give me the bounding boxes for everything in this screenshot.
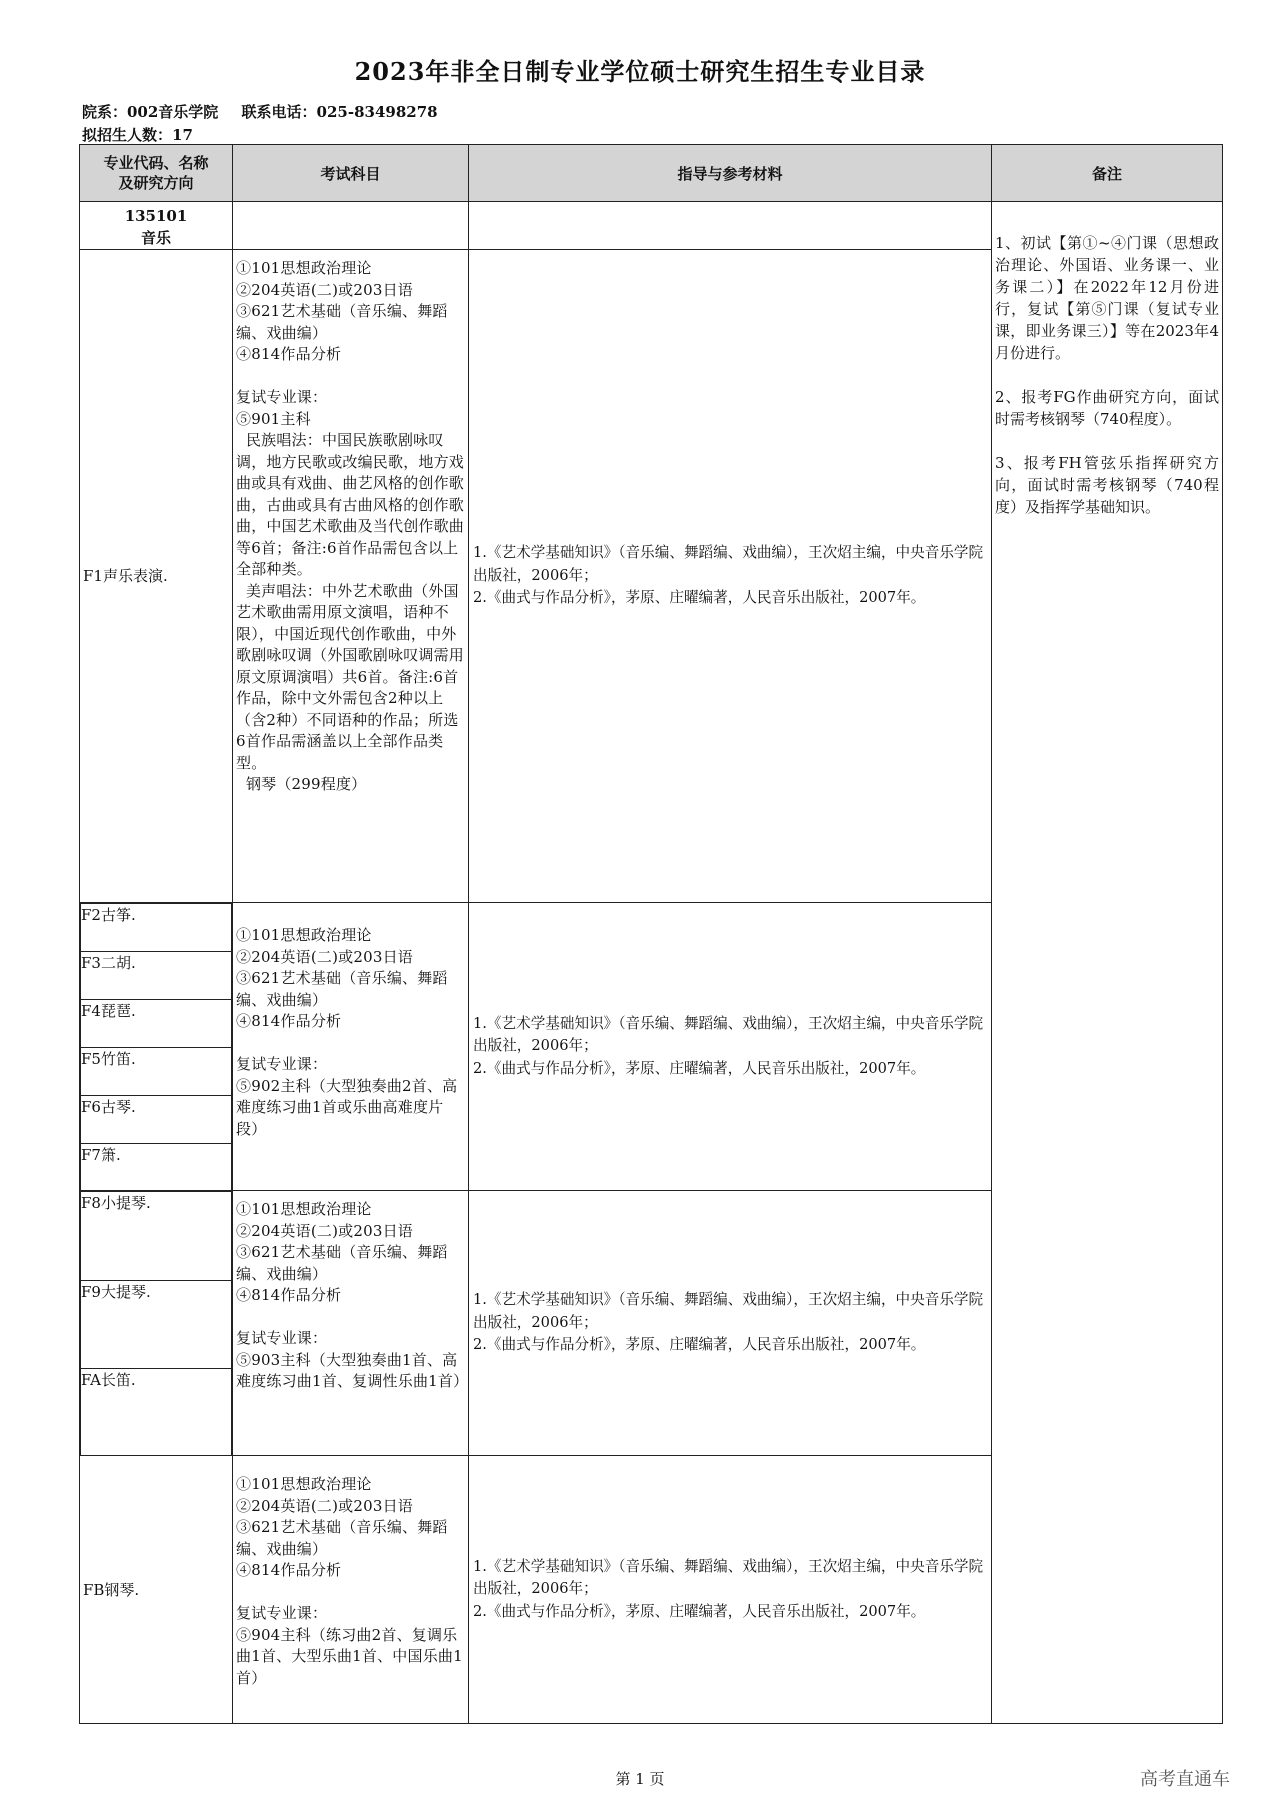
- exam-cell: [233, 250, 469, 903]
- ref-item: 1.《艺术学基础知识》（音乐编、舞蹈编、戏曲编），王次炤主编，中央音乐学院出版社，2006年；: [473, 1291, 984, 1331]
- direction-cell: [80, 1456, 233, 1724]
- refs-cell: [469, 250, 992, 903]
- direction-cell: [80, 1191, 233, 1456]
- direction-list: [80, 1191, 232, 1455]
- exam-cell: [233, 903, 469, 1191]
- refs-cell: [469, 1191, 992, 1456]
- ref-item: 2.《曲式与作品分析》，茅原、庄曜编著，人民音乐出版社，2007年。: [473, 589, 926, 607]
- header-exam: 考试科目: [233, 145, 469, 202]
- dept-info: [82, 101, 456, 122]
- notes-text: 1、初试【第①~④门课（思想政治理论、外国语、业务课一、业务课二）】在2022年12月份进行，复试【第⑤门课（复试专业课，即业务课三）】等在2023年4月份进行。 2、报考FG作曲研究方向，面试时需考核钢琴（740程度）。 3、报考FH管弦乐指挥研究方向，面试时需考核钢琴（740程度）及指挥学基础知识。: [995, 234, 1219, 516]
- ref-item: 2.《曲式与作品分析》，茅原、庄曜编著，人民音乐出版社，2007年。: [473, 1602, 926, 1620]
- direction-label: F1声乐表演.: [83, 567, 168, 585]
- direction-label: F8小提琴.: [81, 1192, 232, 1281]
- header-notes: 备注: [992, 145, 1223, 202]
- major-name: 音乐: [140, 229, 171, 247]
- direction-label: FA长笛.: [81, 1369, 232, 1456]
- direction-list: [80, 903, 232, 1190]
- ref-item: 1.《艺术学基础知识》（音乐编、舞蹈编、戏曲编），王次炤主编，中央音乐学院出版社，2006年；: [473, 1557, 984, 1598]
- ref-item: 2.《曲式与作品分析》，茅原、庄曜编著，人民音乐出版社，2007年。: [473, 1336, 926, 1354]
- ref-item: 2.《曲式与作品分析》，茅原、庄曜编著，人民音乐出版社，2007年。: [473, 1059, 926, 1077]
- direction-label: FB钢琴.: [83, 1580, 140, 1599]
- direction-cell: [80, 250, 233, 903]
- refs-cell: [469, 1456, 992, 1724]
- refs-cell: [469, 903, 992, 1191]
- notes-cell: [992, 202, 1223, 1724]
- page-title: 2023年非全日制专业学位硕士研究生招生专业目录: [354, 57, 926, 86]
- direction-label: F9大提琴.: [81, 1280, 232, 1369]
- direction-label: F6古琴.: [81, 1095, 232, 1143]
- direction-label: F3二胡.: [81, 951, 232, 999]
- exam-subjects: ①101思想政治理论 ②204英语(二)或203日语 ③621艺术基础（音乐编、舞蹈编、戏曲编） ④814作品分析 复试专业课： ⑤904主科（练习曲2首、复调乐曲1首、大型乐曲1首、中国乐曲1首）: [236, 1475, 463, 1687]
- direction-cell: [80, 903, 233, 1191]
- dept-quota: 拟招生人数：17: [82, 126, 193, 144]
- direction-label: F2古筝.: [81, 904, 232, 952]
- exam-subjects: ①101思想政治理论 ②204英语(二)或203日语 ③621艺术基础（音乐编、舞蹈编、戏曲编） ④814作品分析 复试专业课： ⑤901主科 民族唱法：中国民族歌剧咏叹调，地方民歌或改编民歌，地方戏曲或具有戏曲、曲艺风格的创作歌曲，古曲或具有古曲风格的创作歌曲，中国艺术歌曲及当代创作歌曲等6首；备注:6首作品需包含以上全部种类。 美声唱法：中外艺术歌曲（外国艺术歌曲需用原文演唱，语种不限），中国近现代创作歌曲，中外歌剧咏叹调（外国歌剧咏叹调需用原文原调演唱）共6首。备注:6首作品，除中文外需包含2种以上（含2种）不同语种的作品；所选6首作品需涵盖以上全部作品类型。 钢琴（299程度）: [236, 259, 465, 793]
- exam-subjects: ①101思想政治理论 ②204英语(二)或203日语 ③621艺术基础（音乐编、舞蹈编、戏曲编） ④814作品分析 复试专业课： ⑤902主科（大型独奏曲2首、高难度练习曲1首或乐曲高难度片段）: [236, 926, 458, 1138]
- exam-cell: [233, 1456, 469, 1724]
- major-code: 135101: [124, 207, 188, 225]
- header-major-line1: 专业代码、名称: [103, 154, 209, 172]
- exam-subjects: ①101思想政治理论 ②204英语(二)或203日语 ③621艺术基础（音乐编、舞蹈编、戏曲编） ④814作品分析 复试专业课： ⑤903主科（大型独奏曲1首、高难度练习曲1首、复调性乐曲1首）: [236, 1200, 469, 1390]
- ref-item: 1.《艺术学基础知识》（音乐编、舞蹈编、戏曲编），王次炤主编，中央音乐学院出版社，2006年；: [473, 544, 984, 584]
- header-major: [80, 145, 233, 202]
- header-major-line2: 及研究方向: [118, 174, 194, 192]
- watermark: 高考直通车: [1140, 1769, 1230, 1790]
- major-row: [80, 202, 1223, 250]
- header-row: [80, 145, 1223, 202]
- page-number: 第 1 页: [615, 1770, 665, 1788]
- ref-item: 1.《艺术学基础知识》（音乐编、舞蹈编、戏曲编），王次炤主编，中央音乐学院出版社，2006年；: [473, 1014, 984, 1055]
- header-refs: 指导与参考材料: [469, 145, 992, 202]
- catalog-table: [79, 144, 1223, 1724]
- direction-label: F5竹笛.: [81, 1047, 232, 1095]
- exam-cell: [233, 1191, 469, 1456]
- major-cell: [80, 202, 233, 250]
- dept-phone: 联系电话：025-83498278: [241, 103, 438, 121]
- direction-label: F7箫.: [81, 1143, 232, 1190]
- direction-label: F4琵琶.: [81, 999, 232, 1047]
- dept-name: 院系：002音乐学院: [82, 103, 219, 121]
